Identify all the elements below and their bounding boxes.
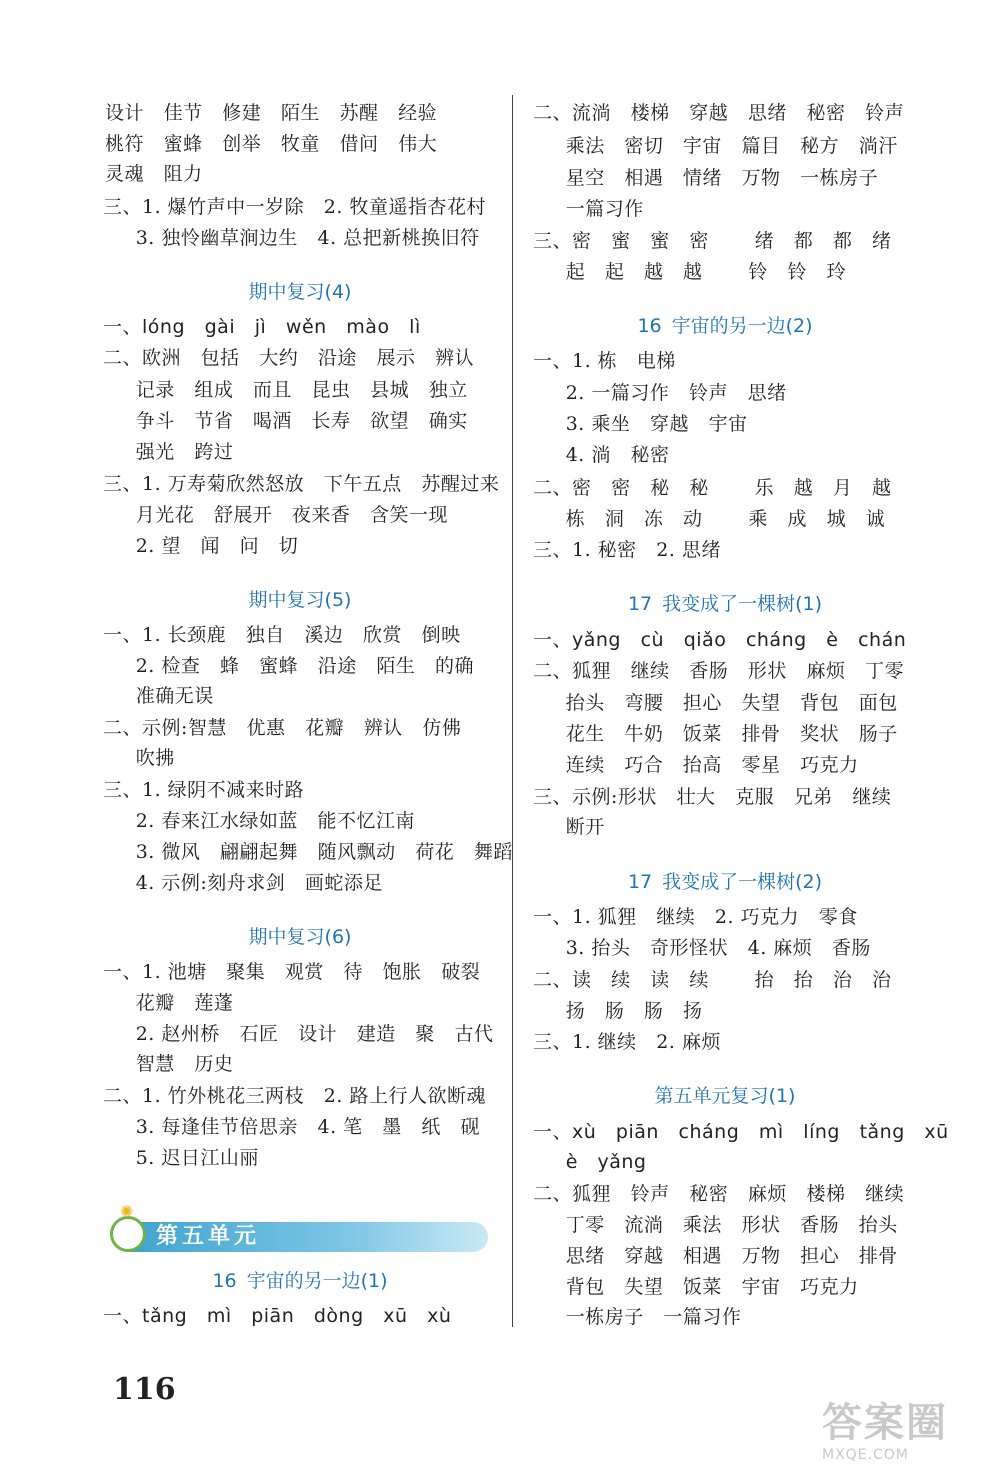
page-number: 116 [113, 1372, 176, 1407]
text-line: 三、1. 万寿菊欣然怒放 下午五点 苏醒过来 [103, 473, 500, 495]
text-line: 2. 赵州桥 石匠 设计 建造 聚 古代 [103, 1023, 494, 1045]
text-line: 抬头 弯腰 担心 失望 背包 面包 [533, 692, 898, 714]
lesson-title: 我变成了一棵树(1) [662, 593, 823, 615]
lesson-title: 宇宙的另一边(2) [671, 315, 813, 337]
text-line: 二、狐狸 铃声 秘密 麻烦 楼梯 继续 [533, 1183, 905, 1205]
text-line: 智慧 历史 [103, 1053, 234, 1075]
text-line: 背包 失望 饭菜 宇宙 巧克力 [533, 1276, 859, 1298]
section-heading: 期中复习(4) [248, 281, 352, 303]
section-heading: 第五单元复习(1) [654, 1085, 796, 1107]
watermark-url: MXQE.COM [822, 1447, 909, 1463]
section-heading [535, 592, 915, 616]
text-line: 三、密 蜜 蜜 密 绪 都 都 绪 [533, 230, 892, 252]
lesson-number: 17 [627, 593, 653, 615]
text-line: 2. 望 闻 问 切 [103, 535, 299, 557]
text-line: 2. 春来江水绿如蓝 能不忆江南 [103, 810, 415, 832]
text-line: 二、密 密 秘 秘 乐 越 月 越 [533, 477, 892, 499]
section-heading [535, 870, 915, 894]
text-line: 4. 示例:刻舟求剑 画蛇添足 [103, 872, 383, 894]
mascot-icon [110, 1216, 146, 1252]
text-line: 设计 佳节 修建 陌生 苏醒 经验 [105, 102, 438, 124]
text-line: 断开 [533, 816, 605, 838]
text-line: 乘法 密切 宇宙 篇目 秘方 淌汗 [533, 135, 898, 157]
text-line: 二、欧洲 包括 大约 沿途 展示 辨认 [103, 347, 475, 369]
text-line: 三、1. 爆竹声中一岁除 2. 牧童遥指杏花村 [103, 196, 486, 218]
column-divider [512, 95, 513, 1327]
sun-icon: ✺ [120, 1202, 134, 1221]
text-line: 一栋房子 一篇习作 [533, 1306, 742, 1328]
section-heading [535, 314, 915, 338]
text-line: 吹拂 [103, 747, 175, 769]
text-line: 栋 洞 冻 动 乘 成 城 诚 [533, 508, 886, 530]
text-line: 准确无误 [103, 685, 214, 707]
text-line: 一、1. 长颈鹿 独自 溪边 欣赏 倒映 [103, 624, 461, 646]
text-line: 3. 抬头 奇形怪状 4. 麻烦 香肠 [533, 937, 871, 959]
text-line: 丁零 流淌 乘法 形状 香肠 抬头 [533, 1214, 898, 1236]
text-line: 4. 淌 秘密 [533, 444, 670, 466]
text-line: 3. 微风 翩翩起舞 随风飘动 荷花 舞蹈 [103, 841, 513, 863]
unit-banner [110, 1202, 488, 1254]
text-line: 一、yǎng cù qiǎo cháng è chán [533, 629, 907, 651]
watermark-logo [822, 1400, 972, 1468]
watermark-text: 答案圈 [822, 1400, 948, 1446]
lesson-number: 16 [637, 315, 662, 337]
text-line: 一、1. 狐狸 继续 2. 巧克力 零食 [533, 906, 858, 928]
text-line: 一篇习作 [533, 198, 644, 220]
text-line: 一、1. 池塘 聚集 观赏 待 饱胀 破裂 [103, 961, 481, 983]
text-line: 三、1. 绿阴不减来时路 [103, 779, 305, 801]
text-line: 3. 每逢佳节倍思亲 4. 笔 墨 纸 砚 [103, 1116, 481, 1138]
text-line: 灵魂 阻力 [105, 163, 203, 185]
text-line: 2. 检查 蜂 蜜蜂 沿途 陌生 的确 [103, 655, 474, 677]
text-line: 花瓣 莲蓬 [103, 992, 234, 1014]
text-line: 三、1. 秘密 2. 思绪 [533, 539, 721, 561]
text-line: 三、1. 继续 2. 麻烦 [533, 1031, 721, 1053]
section-heading: 期中复习(5) [248, 589, 352, 611]
text-line: è yǎng [533, 1151, 647, 1173]
text-line: 月光花 舒展开 夜来香 含笑一现 [103, 504, 449, 526]
text-line: 连续 巧合 抬高 零星 巧克力 [533, 754, 859, 776]
text-line: 强光 跨过 [103, 441, 234, 463]
text-line: 二、1. 竹外桃花三两枝 2. 路上行人欲断魂 [103, 1085, 486, 1107]
text-line: 争斗 节省 喝酒 长寿 欲望 确实 [103, 410, 468, 432]
text-line: 星空 相遇 情绪 万物 一栋房子 [533, 167, 879, 189]
text-line: 起 起 越 越 铃 铃 玲 [533, 261, 847, 283]
text-line: 二、读 续 读 续 抬 抬 治 治 [533, 969, 892, 991]
lesson-number: 16 [212, 1270, 237, 1292]
section-heading [105, 1269, 495, 1293]
text-line: 花生 牛奶 饭菜 排骨 奖状 肠子 [533, 723, 898, 745]
text-line: 一、1. 栋 电梯 [533, 350, 676, 372]
text-line: 桃符 蜜蜂 创举 牧童 借问 伟大 [105, 133, 438, 155]
text-line: 2. 一篇习作 铃声 思绪 [533, 382, 787, 404]
text-line: 一、lóng gài jì wěn mào lì [103, 316, 421, 338]
unit-title: 第五单元 [156, 1224, 261, 1249]
text-line: 二、示例:智慧 优惠 花瓣 辨认 仿佛 [103, 717, 462, 739]
lesson-title: 宇宙的另一边(1) [246, 1270, 388, 1292]
lesson-title: 我变成了一棵树(2) [662, 871, 823, 893]
section-heading: 期中复习(6) [248, 926, 352, 948]
lesson-number: 17 [627, 871, 653, 893]
text-line: 3. 独怜幽草涧边生 4. 总把新桃换旧符 [103, 227, 480, 249]
text-line: 二、狐狸 继续 香肠 形状 麻烦 丁零 [533, 660, 905, 682]
text-line: 3. 乘坐 穿越 宇宙 [533, 413, 748, 435]
text-line: 二、流淌 楼梯 穿越 思绪 秘密 铃声 [533, 102, 905, 124]
text-line: 三、示例:形状 壮大 克服 兄弟 继续 [533, 786, 892, 808]
text-line: 一、tǎng mì piān dòng xū xù [103, 1305, 452, 1327]
text-line: 扬 肠 肠 扬 [533, 1000, 703, 1022]
text-line: 一、xù piān cháng mì líng tǎng xū [533, 1121, 949, 1143]
text-line: 思绪 穿越 相遇 万物 担心 排骨 [533, 1245, 898, 1267]
text-line: 记录 组成 而且 昆虫 县城 独立 [103, 379, 468, 401]
text-line: 5. 迟日江山丽 [103, 1147, 259, 1169]
